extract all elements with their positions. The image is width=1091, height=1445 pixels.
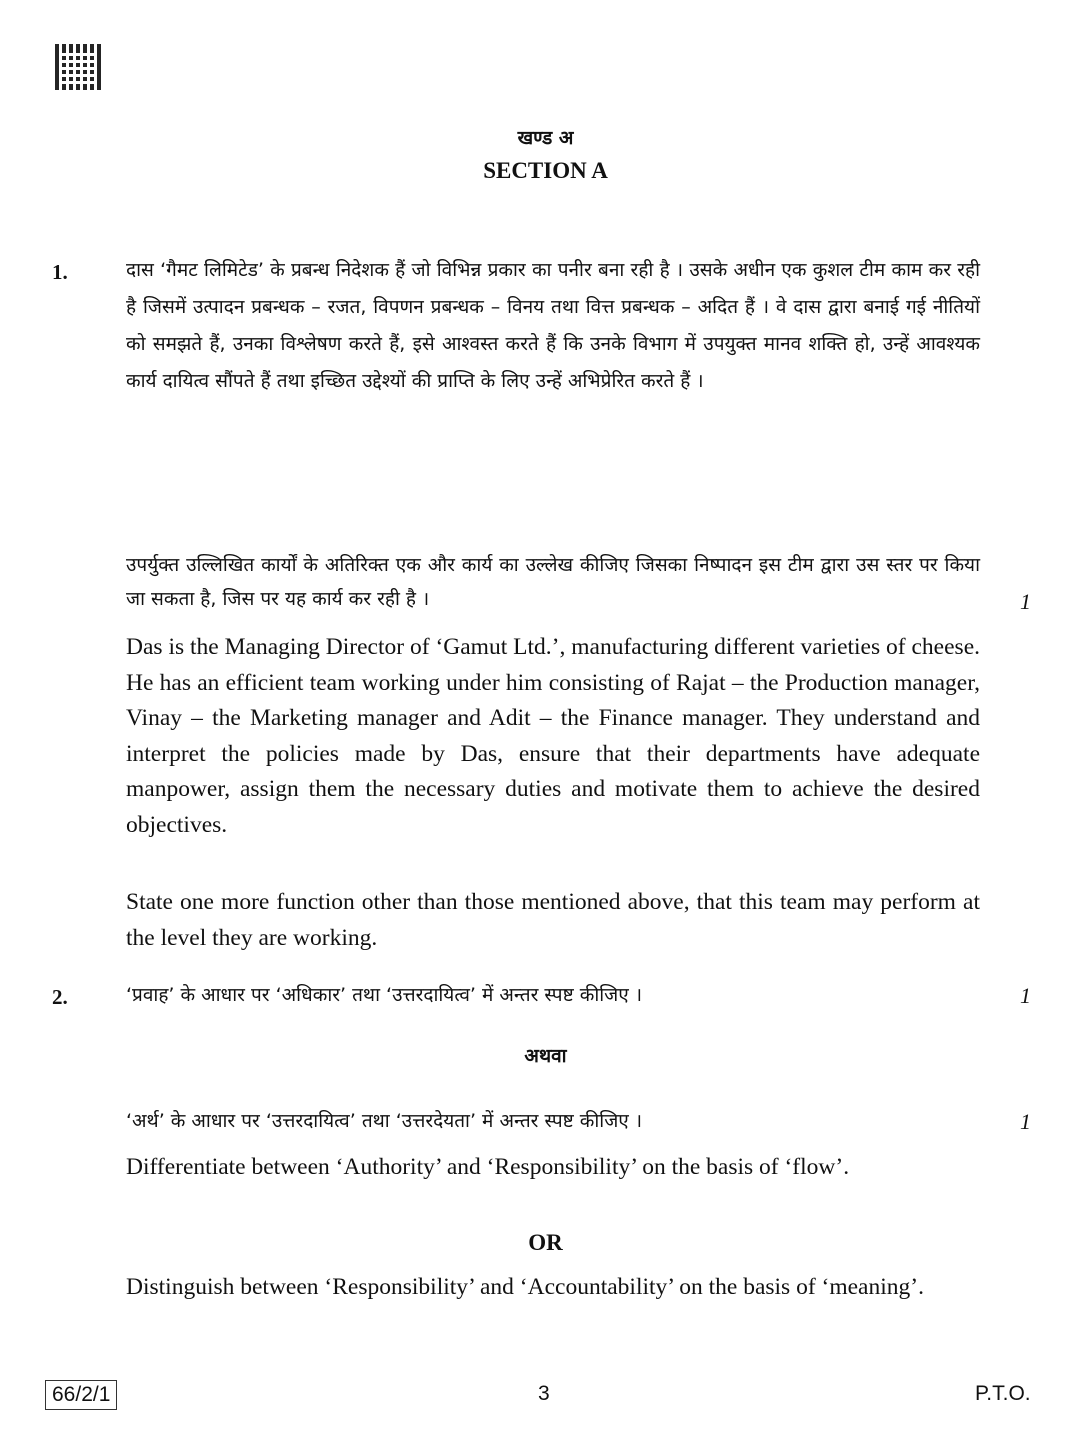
q1-hindi-question: उपर्युक्त उल्लिखित कार्यों के अतिरिक्त एक और कार्य का उल्लेख कीजिए जिसका निष्पादन इस टीम द्वारा उस स्तर पर किया जा सकता है, जिस पर यह कार्य कर रही है । <box>126 554 980 610</box>
page-number: 3 <box>538 1382 550 1405</box>
q2-english-question: Differentiate between ‘Authority’ and ‘Responsibility’ on the basis of ‘flow’. <box>126 1154 850 1180</box>
paper-code: 66/2/1 <box>45 1380 117 1410</box>
q2-english-alt-question: Distinguish between ‘Responsibility’ and ‘Accountability’ on the basis of ‘meaning’. <box>126 1274 924 1300</box>
q2-alt-marks: 1 <box>1020 1109 1031 1134</box>
q2-marks: 1 <box>1020 983 1031 1008</box>
q2-hindi-question: ‘प्रवाह’ के आधार पर ‘अधिकार’ तथा ‘उत्तरदायित्व’ में अन्तर स्पष्ट कीजिए । <box>126 984 643 1006</box>
question-number: 2. <box>52 985 68 1009</box>
question-number: 1. <box>52 260 68 284</box>
section-title: SECTION A <box>483 158 608 183</box>
q1-english-question: State one more function other than those mentioned above, that this team may perform at the level they are working. <box>126 889 980 951</box>
q2-hindi-alt-question: ‘अर्थ’ के आधार पर ‘उत्तरदायित्व’ तथा ‘उत्तरदेयता’ में अन्तर स्पष्ट कीजिए । <box>126 1110 643 1132</box>
q1-hindi-passage: दास ‘गैमट लिमिटेड’ के प्रबन्ध निदेशक हैं जो विभिन्न प्रकार का पनीर बना रही है । उसके अधीन एक कुशल टीम काम कर रही है जिसमें उत्पादन प्रबन्धक – रजत, विपणन प्रबन्धक – विनय तथा वित्त प्रबन्धक – अदित हैं । वे दास द्वारा बनाई गई नीतियों को समझते हैं, उनका विश्लेषण करते हैं, इसे आश्वस्त करते हैं कि उनके विभाग में उपयुक्त मानव शक्ति हो, उन्हें आवश्यक कार्य दायित्व सौंपते हैं तथा इच्छित उद्देश्यों की प्राप्ति के लिए उन्हें अभिप्रेरित करते हैं । <box>126 259 980 392</box>
pto-label: P.T.O. <box>975 1382 1031 1405</box>
or-hindi: अथवा <box>524 1045 567 1067</box>
section-title-hindi: खण्ड अ <box>517 127 574 149</box>
q1-english-passage: Das is the Managing Director of ‘Gamut Ltd.’, manufacturing different varieties of cheese. He has an efficient team working under him consisting of Rajat – the Production manager, Vinay – the Marketing manager and Adit – the Finance manager. They understand and interpret the policies made by Das, ensure that their departments have adequate manpower, assign them the necessary duties and motivate them to achieve the desired objectives. <box>126 634 980 838</box>
or-english: OR <box>528 1230 563 1255</box>
q1-marks: 1 <box>1020 589 1031 614</box>
qr-code-icon <box>55 44 101 90</box>
